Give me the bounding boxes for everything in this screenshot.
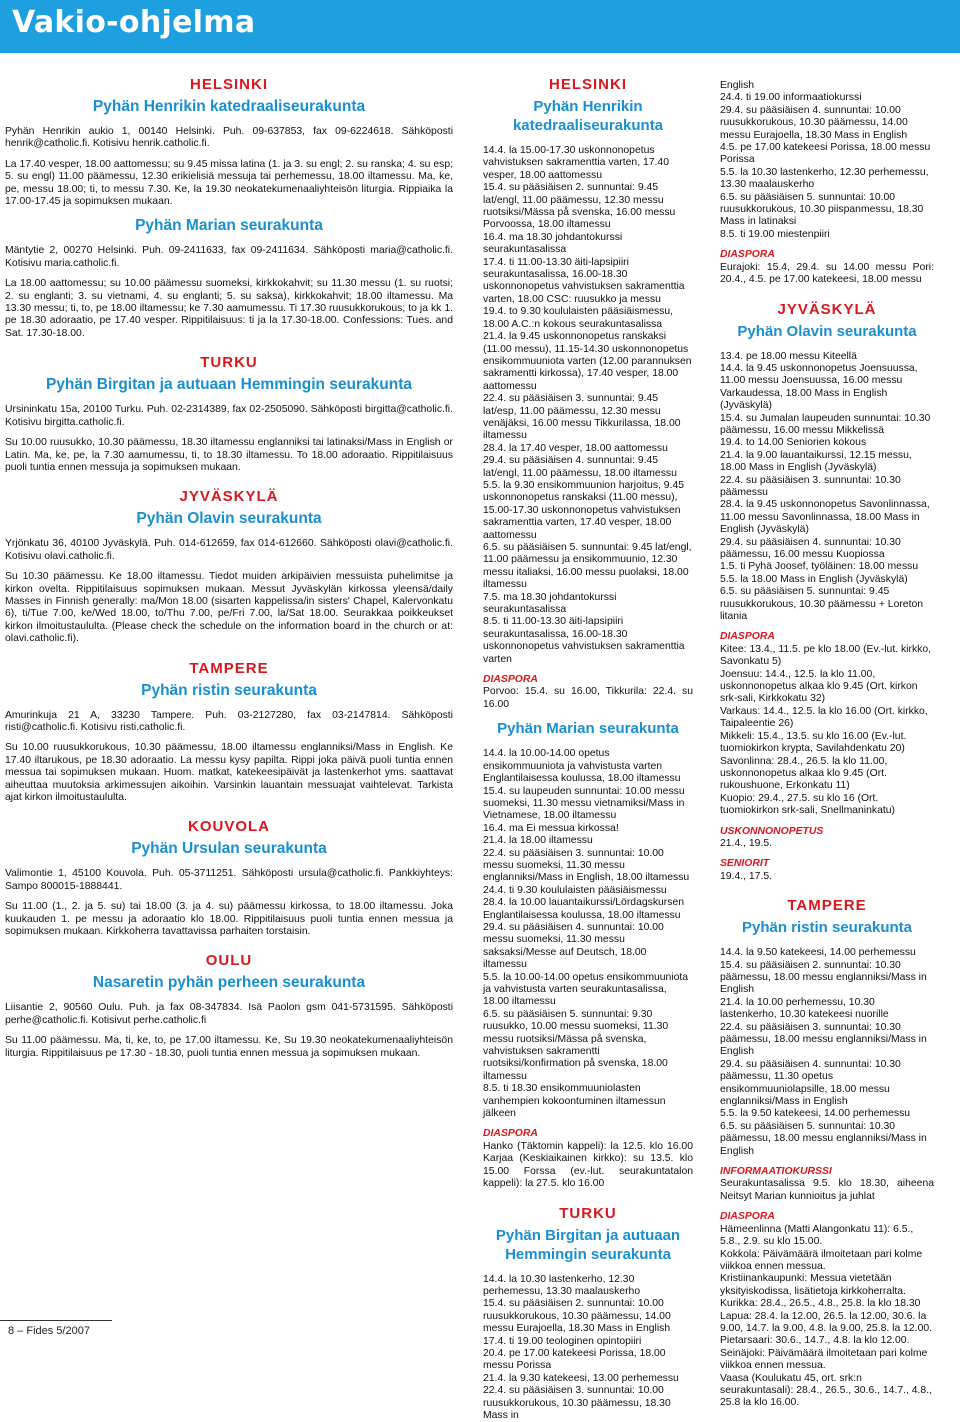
schedule-entry: Varkaus: 14.4., 12.5. la klo 16.00 (Ort. kirkko, Taipaleentie 26) [720,706,934,731]
schedule-entry: Kurikka: 28.4., 26.5., 4.8., 25.8. la klo 18.30 [720,1298,934,1310]
schedule-entry: 21.4. la 9.30 katekeesi, 13.00 perhemessu [483,1373,693,1385]
schedule-entry: Mikkeli: 15.4., 13.5. su klo 16.00 (Ev.-lut. tuomiokirkon krypta, Savilahdenkatu 20) [720,731,934,756]
city-heading-turku: TURKU [5,354,453,371]
city-heading-tampere: TAMPERE [5,660,453,677]
diaspora-heading-olavi: DIASPORA [720,631,934,643]
schedule-entry: 22.4. su pääsiäisen 3. sunnuntai: 10.00 messu suomeksi, 11.30 messu englanniksi/Mass in English, 18.00 iltamessu [483,848,693,885]
schedule-entry: 15.4. su laupeuden sunnuntai: 10.00 messu suomeksi, 11.30 messu vietnamiksi/Mass in Vietnamese, 18.00 iltamessu [483,786,693,823]
schedule-entry: 6.5. su pääsiäisen 5. sunnuntai: 9.45 lat/engl, 11.00 päämessu ja ensikommuunio, 12.30 messu italiaksi, 16.00 messu puolaksi, 18.00 iltamessu [483,542,693,592]
diaspora-heading-henrik: DIASPORA [483,674,693,686]
schedule-entry: Vaasa (Koulukatu 45, ort. srk:n seurakuntasali): 28.4., 26.5., 30.6., 14.7., 4.8., 25.8 la klo 16.00. [720,1373,934,1410]
infokurssi-text: Seurakuntasalissa 9.5. klo 18.30, aiheena Neitsyt Marian kunnioitus ja juhlat [720,1178,934,1203]
schedule-entry: 14.4. la 9.50 katekeesi, 14.00 perhemessu [720,947,934,959]
schedule-entry: Kokkola: Päivämäärä ilmoitetaan pari kolme viikkoa ennen messua. [720,1249,934,1274]
schedule-entry: 21.4. la 18.00 iltamessu [483,835,693,847]
schedule-entry: Joensuu: 14.4., 12.5. la klo 11.00, uskonnonopetus alkaa klo 9.45 (Ort. kirkon srk-sali, Kirkkokatu 32) [720,669,934,706]
olavi-diaspora-list [720,644,934,818]
city-heading-helsinki: HELSINKI [5,76,453,93]
parish-heading-maria-2: Pyhän Marian seurakunta [483,719,693,738]
schedule-entry: 6.5. su pääsiäisen 5. sunnuntai: 9.30 ruusukko, 10.00 messu suomeksi, 11.30 messu ruotsiksi/Mässa på svenska, vahvistuksen sakramentti ruotsiksi/konfirmation på svenska, 18.00 iltamessu [483,1009,693,1083]
schedule-entry: 14.4. la 15.00-17.30 uskonnonopetus vahvistuksen sakramenttia varten, 17.40 vesper, 18.00 aattomessu [483,145,693,182]
henrik-times: La 17.40 vesper, 18.00 aattomessu; su 9.45 missa latina (1. ja 3. su engl; 2. su ranska; 4. su esp; 5. su engl) 11.00 päämessu, 12.30 erikielisiä messuja tai perhemessu, 18.00 iltamessu. Ma, ke, pe, messu 18.00; ti, to messu 7.30. Ke, la 19.30 neokatekumenaaliyhteisön liturgia. Rippiaika la 17.00-17.45 ja sopimuksen mukaan. [5,159,453,209]
olavi-times: Su 10.30 päämessu. Ke 18.00 iltamessu. Tiedot muiden arkipäivien messuista puhelimitse ja kirkon ovelta. Rippitilaisuus sopimuksen mukaan. Messut Jyväskylän kirkossa yleensä/daily Masses in Finnish generally: ma/Mon 18.00 (sisarten kappelissa/in sisters' Chapel, Kalervonkatu 6), ti/Tue 7.00, ke/Wed 18.00, to/Thu 7.00, pe/Fri 7.00, la/Sat 18.00. Seurakkaa poikkeukset kirkon ilmoitustaululta. (Please check the schedule on the information board in the church or at: olavi.catholic.fi). [5,571,453,645]
maria-schedule [483,748,693,1120]
schedule-entry: 13.4. pe 18.00 messu Kiteellä [720,351,934,363]
parish-heading-risti: Pyhän ristin seurakunta [5,681,453,700]
column-3 [720,80,934,1410]
schedule-entry: Kitee: 13.4., 11.5. pe klo 18.00 (Ev.-lut. kirkko, Savonkatu 5) [720,644,934,669]
schedule-entry: 7.5. ma 18.30 johdantokurssi seurakuntasalissa [483,592,693,617]
page-footer: 8 – Fides 5/2007 [8,1325,90,1337]
schedule-entry: 22.4. su pääsiäisen 3. sunnuntai: 10.00 ruusukkorukous, 10.30 päämessu, 18.30 Mass in [483,1385,693,1422]
schedule-entry: Hämeenlinna (Matti Alangonkatu 11): 6.5., 5.8., 2.9. su klo 15.00. [720,1224,934,1249]
schedule-entry: Kristiinankaupunki: Messua vietetään yksityiskodissa, lisätietoja kirkkoherralta. [720,1273,934,1298]
city-heading-kouvola: KOUVOLA [5,818,453,835]
schedule-entry: 21.4. la 9.00 lauantaikurssi, 12.15 messu, 18.00 Mass in English (Jyväskylä) [720,450,934,475]
schedule-entry: 4.5. pe 17.00 katekeesi Porissa, 18.00 messu Porissa [720,142,934,167]
city-heading-jyvaskyla-2: JYVÄSKYLÄ [720,301,934,318]
birgitta-diaspora-text: Eurajoki: 15.4, 29.4. su 14.00 messu Pori: 20.4., 4.5. pe 17.00 katekeesi, 18.00 messu [720,262,934,287]
schedule-entry: 19.4. to 9.30 koululaisten pääsiäismessu, 18.00 A.C.:n kokous seurakuntasalissa [483,306,693,331]
city-heading-oulu: OULU [5,952,453,969]
risti-address: Amurinkuja 21 A, 33230 Tampere. Puh. 03-2127280, fax 03-2147814. Sähköposti risti@catholic.fi. Kotisivu risti.catholic.fi. [5,710,453,735]
schedule-entry: English [720,80,934,92]
schedule-entry: 14.4. la 10.00-14.00 opetus ensikommuuniota ja vahvistusta varten Englantilaisessa koulussa, 18.00 iltamessu [483,748,693,785]
parish-heading-olavi-2: Pyhän Olavin seurakunta [720,322,934,341]
parish-heading-henrik-2: Pyhän Henrikin katedraaliseurakunta [483,97,693,135]
maria-address: Mäntytie 2, 00270 Helsinki. Puh. 09-2411633, fax 09-2411634. Sähköposti maria@catholic.fi. Kotisivu maria.catholic.fi. [5,245,453,270]
risti-diaspora-list [720,1224,934,1410]
diaspora-heading-birgitta: DIASPORA [720,249,934,261]
schedule-entry: 5.5. la 10.00-14.00 opetus ensikommuuniota ja vahvistusta varten seurakuntasalissa, 18.00 iltamessu [483,972,693,1009]
uskonnonopetus-text: 21.4., 19.5. [720,838,934,850]
schedule-entry: 16.4. ma Ei messua kirkossa! [483,823,693,835]
olavi-schedule [720,351,934,624]
schedule-entry: 5.5. la 18.00 Mass in English (Jyväskylä) [720,574,934,586]
schedule-entry: 15.4. su pääsiäisen 2. sunnuntai: 10.30 päämessu, 18.00 messu englanniksi/Mass in English [720,960,934,997]
birgitta-address: Ursininkatu 15a, 20100 Turku. Puh. 02-2314389, fax 02-2505090. Sähköposti birgitta@catholic.fi. Kotisivu birgitta.catholic.fi. [5,404,453,429]
schedule-entry: 29.4. su pääsiäisen 4. sunnuntai: 10.30 päämessu, 11.30 opetus ensikommuuniolapsille, 18.00 messu englanniksi/Mass in English [720,1059,934,1109]
infokurssi-heading: INFORMAATIOKURSSI [720,1166,934,1178]
risti-schedule [720,947,934,1158]
henrik-address: Pyhän Henrikin aukio 1, 00140 Helsinki. Puh. 09-637853, fax 09-6224618. Sähköposti henrik@catholic.fi. Kotisivu henrik.catholic.fi. [5,126,453,151]
schedule-entry: 14.4. la 9.45 uskonnonopetus Joensuussa, 11.00 messu Joensuussa, 16.00 messu Varkaudessa, 18.00 Mass in English (Jyväskylä) [720,363,934,413]
parish-heading-maria: Pyhän Marian seurakunta [5,216,453,235]
henrik-diaspora-text: Porvoo: 15.4. su 16.00, Tikkurila: 22.4. su 16.00 [483,686,693,711]
henrik-schedule [483,145,693,666]
schedule-entry: 6.5. su pääsiäisen 5. sunnuntai: 9.45 ruusukkorukous, 10.30 päämessu + Loreton litania [720,586,934,623]
parish-heading-birgitta-2: Pyhän Birgitan ja autuaan Hemmingin seurakunta [483,1226,693,1264]
birgitta-schedule [483,1274,693,1422]
schedule-entry: 21.4. la 10.00 perhemessu, 10.30 lastenkerho, 10.30 katekeesi nuorille [720,997,934,1022]
schedule-entry: 16.4. ma 18.30 johdantokurssi seurakuntasalissa [483,232,693,257]
schedule-entry: 6.5. su pääsiäisen 5. sunnuntai: 10.00 ruusukkorukous, 10.30 piispanmessu, 18.30 Mass in latinaksi [720,192,934,229]
schedule-entry: 8.5. ti 19.00 miestenpiiri [720,229,934,241]
schedule-entry: 15.4. su pääsiäisen 2. sunnuntai: 9.45 lat/engl, 11.00 päämessu, 12.30 messu ruotsiksi/Mässa på svenska, 16.00 messu Porvoossa, 18.00 iltamessu [483,182,693,232]
schedule-entry: 28.4. la 9.45 uskonnonopetus Savonlinnassa, 11.00 messu Savonlinnassa, 18.00 Mass in English (Jyväskylä) [720,499,934,536]
schedule-entry: Seinäjoki: Päivämäärä ilmoitetaan pari kolme viikkoa ennen messua. [720,1348,934,1373]
header-banner [0,0,960,53]
schedule-entry: 28.4. la 17.40 vesper, 18.00 aattomessu [483,443,693,455]
schedule-entry: 29.4. su pääsiäisen 4. sunnuntai: 10.30 päämessu, 16.00 messu Kuopiossa [720,537,934,562]
schedule-entry: 5.5. la 9.50 katekeesi, 14.00 perhemessu [720,1108,934,1120]
ursula-times: Su 11.00 (1., 2. ja 5. su) tai 18.00 (3. ja 4. su) päämessu kirkossa, to 18.00 iltamessu. Joka kuukauden 1. pe messu ja adoraatio klo 18.00. Rippitilaisuus puoli tuntia ennen messua ja sopimuksen mukaan. Kirkkoherra tavattavissa parhaiten torstaisin. [5,901,453,938]
schedule-entry: 19.4. to 14.00 Seniorien kokous [720,437,934,449]
olavi-address: Yrjönkatu 36, 40100 Jyväskylä. Puh. 014-612659, fax 014-612660. Sähköposti olavi@catholic.fi. Kotisivu olavi.catholic.fi. [5,538,453,563]
diaspora-heading-risti: DIASPORA [720,1211,934,1223]
schedule-entry: 22.4. su pääsiäisen 3. sunnuntai: 9.45 lat/esp, 11.00 päämessu, 12.30 messu venäjäksi, 16.00 messu Tikkurilassa, 18.00 iltamessu [483,393,693,443]
schedule-entry: 5.5. la 9.30 ensikommuunion harjoitus, 9.45 uskonnonopetus ranskaksi (11.00 messu), 15.00-17.30 uskonnonopetus vahvistuksen sakramenttia varten, 17.40 vesper, 18.00 aattomessu [483,480,693,542]
seniorit-text: 19.4., 17.5. [720,871,934,883]
column-2 [483,62,693,1422]
schedule-entry: 15.4. su Jumalan laupeuden sunnuntai: 10.30 päämessu, 16.00 messu Mikkelissä [720,413,934,438]
birgitta-times: Su 10.00 ruusukko, 10.30 päämessu, 18.30 iltamessu englanniksi tai latinaksi/Mass in English or Latin. Ma, ke, pe, la 7.30 aamumessu, ti, to 18.30 iltamessu. To 18.00 adoraatio. Rippitilaisuus puoli tuntia ennen messuja ja sopimuksen mukaan. [5,437,453,474]
city-heading-tampere-2: TAMPERE [720,897,934,914]
seniorit-heading: SENIORIT [720,858,934,870]
schedule-entry: 15.4. su pääsiäisen 2. sunnuntai: 10.00 ruusukkorukous, 10.30 päämessu, 14.00 messu Eurajoella, 18.30 Mass in English [483,1298,693,1335]
schedule-entry: 8.5. ti 11.00-13.30 äiti-lapsipiiri seurakuntasalissa, 16.00-18.30 uskonnonopetus vahvistuksen sakramenttia varten [483,616,693,666]
schedule-entry: 28.4. la 10.00 lauantaikurssi/Lördagskursen Englantilaisessa koulussa, 18.00 iltamessu [483,897,693,922]
nasaret-times: Su 11.00 päämessu. Ma, ti, ke, to, pe 17.00 iltamessu. Ke, Su 19.30 neokatekumenaaliyhteisön liturgia. Rippitilaisuus pe 17.30 - 18.30, puoli tuntia ennen messua ja sopimuksen mukaan. [5,1035,453,1060]
schedule-entry: Savonlinna: 28.4., 26.5. la klo 11.00, uskonnonopetus alkaa klo 9.45 (Ort. rukoushuone, Erkonkatu 11) [720,756,934,793]
diaspora-heading-maria: DIASPORA [483,1128,693,1140]
uskonnonopetus-heading: USKONNONOPETUS [720,826,934,838]
schedule-entry: 24.4. ti 9.30 koululaisten pääsiäismessu [483,885,693,897]
maria-diaspora-text: Hanko (Täktomin kappeli): la 12.5. klo 16.00 Karjaa (Keskiaikainen kirkko): su 13.5. klo 15.00 Forssa (ev.-lut. seurakuntatalon kappeli): la 27.5. klo 16.00 [483,1141,693,1191]
parish-heading-risti-2: Pyhän ristin seurakunta [720,918,934,937]
parish-heading-ursula: Pyhän Ursulan seurakunta [5,839,453,858]
schedule-entry: 8.5. ti 18.30 ensikommuuniolasten vanhempien kokoontuminen iltamessun jälkeen [483,1083,693,1120]
city-heading-turku-2: TURKU [483,1205,693,1222]
schedule-entry: Kuopio: 29.4., 27.5. su klo 16 (Ort. tuomiokirkon srk-sali, Snellmaninkatu) [720,793,934,818]
nasaret-address: Liisantie 2, 90560 Oulu. Puh. ja fax 08-347834. Isä Paolon gsm 041-5731595. Sähköposti perhe@catholic.fi. Kotisivut perhe.catholic.fi [5,1002,453,1027]
schedule-entry: Pietarsaari: 30.6., 14.7., 4.8. la klo 12.00. [720,1335,934,1347]
schedule-entry: 24.4. ti 19.00 informaatiokurssi [720,92,934,104]
risti-times: Su 10.00 ruusukkorukous, 10.30 päämessu, 18.00 iltamessu englanniksi/Mass in English. Ke 17.40 iltarukous, pe 18.30 adoraatio. La messu kysy papilta. Rippi joka päivä puoli tuntia ennen messua tai sopimuksen mukaan. Huom. matkat, katekeesipäivät ja lastenkerhot yms. saattavat aiheuttaa muutoksia arkimessujen aikoihin. Varsinkin lauantain messuajat vaihtelevat. Tarkista ajat kirkon ilmoitustaululta. [5,742,453,804]
schedule-entry: 22.4. su pääsiäisen 3. sunnuntai: 10.30 päämessu [720,475,934,500]
page-title: Vakio-ohjelma [12,5,255,40]
schedule-entry: 22.4. su pääsiäisen 3. sunnuntai: 10.30 päämessu, 18.00 messu englanniksi/Mass in English [720,1022,934,1059]
ursula-address: Valimontie 1, 45100 Kouvola. Puh. 05-3711251. Sähköposti ursula@catholic.fi. Pankkiyhteys: Sampo 800015-1888441. [5,868,453,893]
maria-times: La 18.00 aattomessu; su 10.00 päämessu suomeksi, kirkkokahvit; su 11.30 messu (1. su ruotsi; 2. su englanti; 3. su vietnami, 4. su englanti; 5. su saksa), kirkkokahvit; 18.00 iltamessu. Ma 13.30 messu; ti, to, pe 18.00 iltamessu; ke 7.30 aamumessu. Ti 17.30 ruusukkorukous; to ja kk 1. pe 18.30 adoraatio, pe 17.40 vesper. Rippitilaisuus: ti ja la 17.30-18.00. Confessions: Tues. and Sat. 17.30-18.00. [5,278,453,340]
schedule-entry: Lapua: 28.4. la 12.00, 26.5. la 12.00, 30.6. la 9.00, 14.7. la 9.00, 4.8. la 9.00, 25.8. la 12.00. [720,1311,934,1336]
parish-heading-nasaret: Nasaretin pyhän perheen seurakunta [5,973,453,992]
schedule-entry: 21.4. la 9.45 uskonnonopetus ranskaksi (11.00 messu), 11.15-14.30 uskonnonopetus ensikommuuniota varten (12.00 parannuksen sakramentti kirkossa), 17.40 vesper, 18.00 aattomessu [483,331,693,393]
parish-heading-birgitta: Pyhän Birgitan ja autuaan Hemmingin seurakunta [5,375,453,394]
parish-heading-olavi: Pyhän Olavin seurakunta [5,509,453,528]
parish-heading-henrik: Pyhän Henrikin katedraaliseurakunta [5,97,453,116]
schedule-entry: 29.4. su pääsiäisen 4. sunnuntai: 10.00 messu suomeksi, 11.30 messu saksaksi/Messe auf Deutsch, 18.00 iltamessu [483,922,693,972]
schedule-entry: 29.4. su pääsiäisen 4. sunnuntai: 9.45 lat/engl, 11.00 päämessu, 18.00 iltamessu [483,455,693,480]
schedule-entry: 17.4. ti 19.00 teologinen opintopiiri [483,1336,693,1348]
schedule-entry: 20.4. pe 17.00 katekeesi Porissa, 18.00 messu Porissa [483,1348,693,1373]
schedule-entry: 14.4. la 10.30 lastenkerho, 12.30 perhemessu, 13.30 maalauskerho [483,1274,693,1299]
birgitta-schedule-cont [720,80,934,241]
schedule-entry: 5.5. la 10.30 lastenkerho, 12.30 perhemessu, 13.30 maalauskerho [720,167,934,192]
footer-rule [0,1320,112,1321]
schedule-entry: 1.5. ti Pyhä Joosef, työläinen: 18.00 messu [720,561,934,573]
city-heading-jyvaskyla: JYVÄSKYLÄ [5,488,453,505]
city-heading-helsinki-2: HELSINKI [483,76,693,93]
schedule-entry: 29.4. su pääsiäisen 4. sunnuntai: 10.00 ruusukkorukous, 10.30 päämessu, 14.00 messu Eurajoella, 18.30 Mass in English [720,105,934,142]
schedule-entry: 17.4. ti 11.00-13.30 äiti-lapsipiiri seurakuntasalissa, 16.00-18.30 uskonnonopetus vahvistuksen sakramenttia varten, 18.00 CSC: ruusukko ja messu [483,257,693,307]
schedule-entry: 6.5. su pääsiäisen 5. sunnuntai: 10.30 päämessu, 18.00 messu englanniksi/Mass in English [720,1121,934,1158]
column-1 [5,62,453,1068]
